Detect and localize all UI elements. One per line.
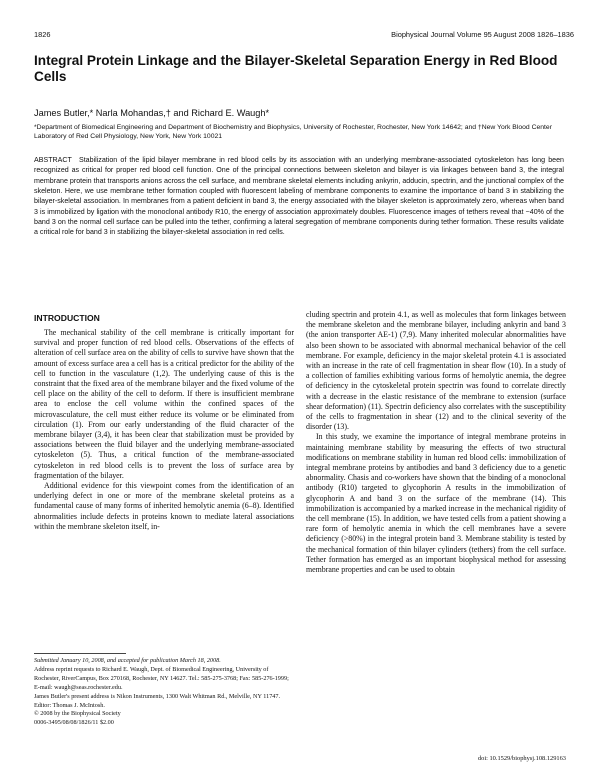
article-title: Integral Protein Linkage and the Bilayer-Skeletal Separation Energy in Red Blood Cells: [34, 53, 558, 85]
footnote-divider: [34, 653, 126, 654]
author-list: James Butler,* Narla Mohandas,† and Richard E. Waugh*: [34, 108, 270, 118]
running-header: [34, 30, 574, 42]
reprint-address: Address reprint requests to Richard E. Waugh, Dept. of Biomedical Engineering, University of Rochester, RiverCampus, Box 270168, Rochester, NY 14627. Tel.: 585-275-3768; Fax: 585-276-1999; E-mail: waugh@seas.rochester.edu.: [34, 665, 289, 691]
doi[interactable]: doi: 10.1529/biophysj.108.129163: [477, 755, 566, 762]
paragraph: In this study, we examine the importance of integral membrane proteins in maintaining membrane stability by measuring the effects of two structural modifications on membrane stability in human red blood cells: immobilization of integral membrane proteins by antibodies and band 3 deficiency due to a genetic abnormality. Chasis and co-workers have shown that the binding of a monoclonal antibody (R10) targeted to glycophorin A results in the immobilization of glycophorin A and band 3 on the surface of the membrane (14). This immobilization is accompanied by a marked increase in the mechanical rigidity of the cell membrane (15). In addition, we have tested cells from a patient showing a rare form of hemolytic anemia in which the cell membranes have a severe deficiency (>80%) in the integral protein band 3. Membrane stability is tested by the mechanical formation of thin bilayer cylinders (tethers) from the cell surface. Tether formation has emerged as an important biophysical method for assessing membrane properties and can be used to obtain: [306, 432, 566, 575]
paragraph: Additional evidence for this viewpoint comes from the identification of an underlying defect in one or more of the membrane skeletal proteins as a fundamental cause of many forms of inherited hemolytic anemia (6–8). Identified abnormalities include defects in proteins known to mediate lateral associations within the membrane skeleton itself, in-: [34, 481, 294, 531]
left-text-column: [34, 328, 294, 532]
right-text-column: [306, 310, 566, 575]
present-address: James Butler's present address is Nikon Instruments, 1300 Walt Whitman Rd., Melville, NY 11747.: [34, 692, 281, 700]
footnotes: [34, 657, 296, 728]
abstract-label: ABSTRACT: [34, 156, 72, 164]
abstract-text: Stabilization of the lipid bilayer membrane in red blood cells by its association with an underlying membrane-associated cytoskeleton has long been recognized as critical for proper red blood cell function. One of the principal connections between skeleton and bilayer is via linkages between band 3, the integral membrane protein that transports anions across the cell surface, and membrane skeletal elements including ankyrin, adducin, spectrin, and the junctional complex of the skeleton. Here, we use membrane tether formation coupled with fluorescent labeling of membrane components to examine the importance of band 3 in stabilizing the bilayer-skeletal association. In membranes from a patient deficient in band 3, the energy associated with the bilayer skeleton is approximately zero, whereas when band 3 is immobilized by ligation with the monoclonal antibody R10, the energy of association approximately doubles. Fluorescence images of tethers reveal that ~40% of the band 3 on the normal cell surface can be pulled into the tether, confirming a lateral segregation of membrane components during tether formation. These results validate a critical role for band 3 in stabilizing the bilayer-skeletal association in red cells.: [34, 156, 564, 237]
issn-line: 0006-3495/08/08/1826/11 $2.00: [34, 719, 114, 727]
abstract: [34, 155, 564, 238]
paragraph: cluding spectrin and protein 4.1, as well as molecules that form linkages between the membrane skeleton and the membrane bilayer, including ankyrin and band 3 (the anion transporter AE-1) (7,9). Many inherited molecular abnormalities have also been shown to be associated with abnormal mechanical behavior of the cell membrane. For example, deficiency in the major skeletal protein 4.1 is associated with an increase in the rate of cell fragmentation in shear flow (10). In a study of a collection of families exhibiting various forms of hemolytic anemia, the degree of deficiency in the cytoskeletal protein spectrin was found to correlate directly with a decrease in the elastic resistance of the membrane to extension (surface shear deformation) (11). Spectrin deficiency also correlates with the susceptibility of the cells to fragmentation in shear (12) and to the clinical severity of the disorder (13).: [306, 310, 566, 432]
paragraph: The mechanical stability of the cell membrane is critically important for survival and proper function of red blood cells. Observations of the effects of alteration of cell surface area on the ability of cells to survive have shown that the amount of excess surface area a cell has is a critical predictor for the ability of the cell to function in the vasculature (1,2). The underlying cause of this is the constraint that the fixed area of the membrane bilayer and the fixed volume of the cell place on the ability of the cell to deform. If there is insufficient membrane area to enclose the cell volume within the confined spaces of the microvasculature, the cell must either reduce its volume or be eliminated from circulation (1). From our early understanding of the fluid character of the membrane bilayer (3,4), it has been clear that stabilization must be provided by associations between the fluid bilayer and the underlying membrane-associated cytoskeleton (5). Thus, a critical function of the membrane-associated cytoskeleton in red blood cells is to prevent the loss of surface area by fragmentation of the bilayer.: [34, 328, 294, 480]
page-number: 1826: [34, 30, 51, 39]
journal-citation: Biophysical Journal Volume 95 August 2008 1826–1836: [391, 30, 574, 39]
copyright: © 2008 by the Biophysical Society: [34, 710, 121, 718]
submission-dates: Submitted January 10, 2008, and accepted for publication March 18, 2008.: [34, 657, 221, 664]
section-heading: INTRODUCTION: [34, 313, 100, 323]
editor-note: Editor: Thomas J. McIntosh.: [34, 701, 105, 709]
author-affiliations: *Department of Biomedical Engineering and Department of Biochemistry and Biophysics, University of Rochester, Rochester, New York 14642; and †New York Blood Center Laboratory of Red Cell Physiology, New York, New York 10021: [34, 124, 552, 140]
